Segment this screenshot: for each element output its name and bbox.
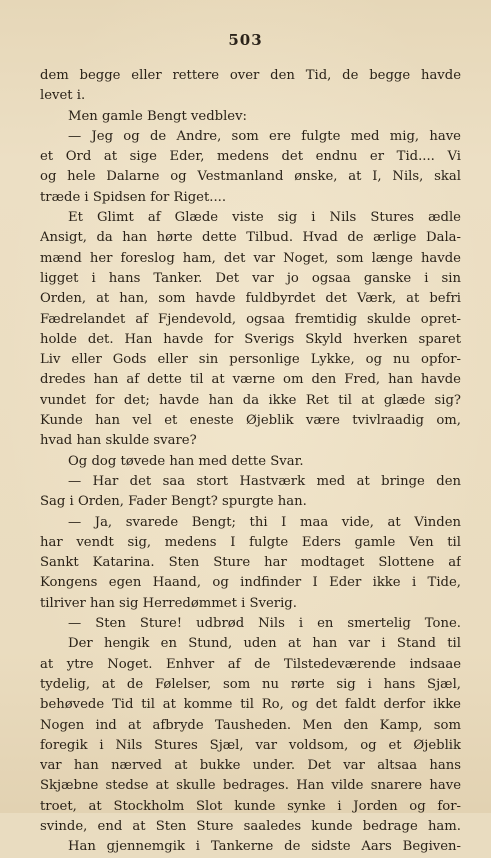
text-line: dem begge eller rettere over den Tid, de begge havde	[40, 68, 461, 83]
text-line: et Ord at sige Eder, medens det endnu er Tid.... Vi	[40, 149, 461, 165]
text-line: levet i.	[40, 88, 86, 104]
text-line: Der hengik en Stund, uden at han var i Stand til	[68, 636, 461, 652]
text-line: Kunde han vel et eneste Øjeblik være tvivlraadig om,	[40, 413, 461, 429]
text-line: mænd her foreslog ham, det var Noget, som længe havde	[40, 250, 461, 266]
text-line: tydelig, at de Følelser, som nu rørte sig i hans Sjæl,	[40, 676, 461, 692]
text-line: har vendt sig, medens I fulgte Eders gamle Ven til	[40, 534, 461, 550]
text-line: Sankt Katarina. Sten Sture har modtaget Slottene af	[40, 555, 461, 571]
text-line: behøvede Tid til at komme til Ro, og det faldt derfor ikke	[40, 697, 461, 713]
text-line: — Jeg og de Andre, som ere fulgte med mig, have	[68, 128, 461, 144]
text-line: ligget i hans Tanker. Det var jo ogsaa ganske i sin	[40, 270, 461, 286]
text-line: — Ja, svarede Bengt; thi I maa vide, at Vinden	[68, 514, 461, 530]
text-line: at ytre Noget. Enhver af de Tilstedeværende indsaae	[40, 656, 461, 672]
text-line: svinde, end at Sten Sture saaledes kunde bedrage ham.	[40, 818, 461, 834]
text-line: — Sten Sture! udbrød Nils i en smertelig Tone.	[68, 616, 461, 632]
text-line: Liv eller Gods eller sin personlige Lykke, og nu opfor-	[40, 352, 461, 368]
text-line: hvad han skulde svare?	[40, 433, 197, 449]
text-line: træde i Spidsen for Riget....	[40, 189, 227, 205]
text-line: troet, at Stockholm Slot kunde synke i Jorden og for-	[40, 798, 461, 814]
text-line: Nogen ind at afbryde Tausheden. Men den Kamp, som	[40, 717, 461, 733]
text-line: Og dog tøvede han med dette Svar.	[68, 453, 304, 469]
text-block	[40, 66, 461, 858]
text-line: tilriver han sig Herredømmet i Sverig.	[40, 595, 297, 611]
text-line: holde det. Han havde for Sverigs Skyld hverken sparet	[40, 331, 461, 347]
text-line: Skjæbne stedse at skulle bedrages. Han vilde snarere have	[40, 778, 461, 794]
text-line: Ansigt, da han hørte dette Tilbud. Hvad de ærlige Dala-	[40, 230, 461, 246]
text-line: Kongens egen Haand, og indfinder I Eder ikke i Tide,	[40, 575, 461, 591]
text-line: Orden, at han, som havde fuldbyrdet det Værk, at befri	[40, 291, 461, 307]
text-line: Han gjennemgik i Tankerne de sidste Aars Begiven-	[68, 839, 461, 855]
text-line: vundet for det; havde han da ikke Ret til at glæde sig?	[40, 392, 461, 408]
text-line: — Har det saa stort Hastværk med at bringe den	[68, 473, 461, 489]
text-line: var han nærved at bukke under. Det var altsaa hans	[40, 758, 461, 774]
text-line: Et Glimt af Glæde viste sig i Nils Stures ædle	[68, 210, 461, 226]
text-line: Sag i Orden, Fader Bengt? spurgte han.	[40, 494, 307, 510]
text-line: Men gamle Bengt vedblev:	[68, 108, 247, 124]
text-line: dredes han af dette til at værne om den Fred, han havde	[40, 372, 461, 388]
page-number: 503	[228, 31, 263, 49]
text-line: foregik i Nils Stures Sjæl, var voldsom, og et Øjeblik	[40, 737, 461, 753]
text-line: Fædrelandet af Fjendevold, ogsaa fremtidig skulde opret-	[40, 311, 461, 327]
text-line: og hele Dalarne og Vestmanland ønske, at I, Nils, skal	[40, 169, 461, 185]
